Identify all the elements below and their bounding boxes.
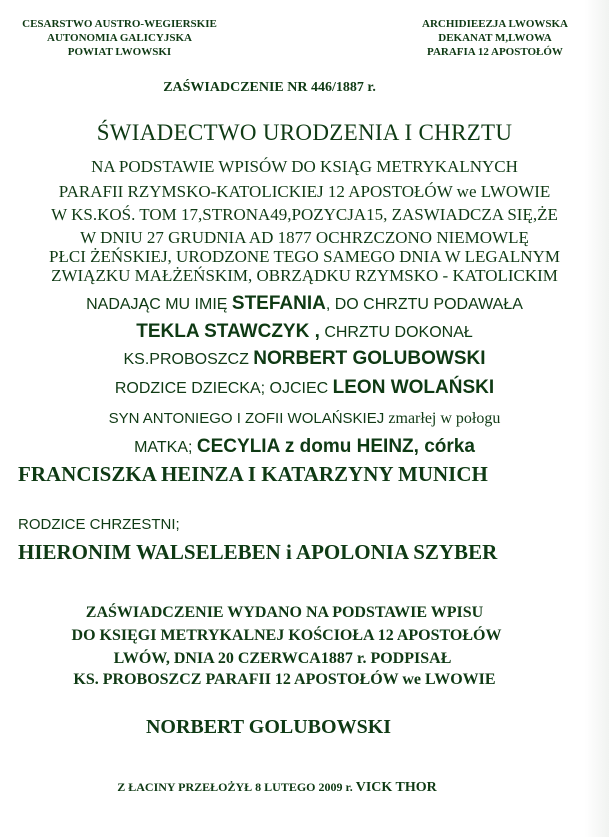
body-line: PARAFII RZYMSKO-KATOLICKIEJ 12 APOSTOŁÓW we LWOWIE [58, 182, 551, 201]
translation-text: Z ŁACINY PRZEŁOŻYŁ 8 LUTEGO 2009 r. [117, 780, 356, 794]
priest-line [0, 348, 609, 370]
priest-prefix: KS.PROBOSZCZ [123, 351, 254, 368]
father-details-line [0, 410, 609, 428]
godparents-label: RODZICE CHRZESTNI; [18, 516, 180, 533]
translator-name: VICK THOR [355, 780, 437, 795]
issuance-line: LWÓW, DNIA 20 CZERWCA1887 r. PODPISAŁ [113, 650, 452, 667]
godmother-prefix: , DO CHRZTU PODAWAŁA [325, 296, 523, 313]
issuance-line: ZAŚWIADCZENIE WYDANO NA PODSTAWIE WPISU [85, 604, 484, 621]
body-line: NA PODSTAWIE WPISÓW DO KSIĄG METRYKALNYCH [91, 157, 518, 176]
parents-prefix: RODZICE DZIECKA; OJCIEC [114, 380, 333, 397]
mother-parents: FRANCISZKA HEINZA I KATARZYNY MUNICH [18, 462, 488, 486]
header-right [395, 17, 595, 59]
header-right-line: PARAFIA 12 APOSTOŁÓW [427, 46, 563, 58]
signature: NORBERT GOLUBOWSKI [145, 716, 392, 738]
mother-name: CECYLIA z domu HEINZ, córka [196, 436, 475, 457]
header-left [12, 17, 227, 59]
priest-name: NORBERT GOLUBOWSKI [253, 348, 486, 369]
header-right-line: ARCHIDIEEZJA LWOWSKA [422, 18, 568, 30]
body-line: W KS.KOŚ. TOM 17,STRONA49,POZYCJA15, ZASWIADCZA SIĘ,ŻE [51, 205, 558, 224]
godmother-name: TEKLA STAWCZYK , [136, 321, 320, 342]
godmother-line [0, 321, 609, 343]
father-name: LEON WOLAŃSKI [332, 377, 495, 398]
child-name-line [0, 293, 609, 315]
godparents-names: HIERONIM WALSELEBEN i APOLONIA SZYBER [18, 540, 498, 564]
header-right-line: DEKANAT M,LWOWA [438, 32, 552, 44]
baptizer-prefix: CHRZTU DOKONAŁ [319, 324, 473, 341]
issuance-line: DO KSIĘGI METRYKALNEJ KOŚCIOŁA 12 APOSTOŁÓW [71, 627, 502, 644]
body-line: ZWIĄZKU MAŁŻEŃSKIM, OBRZĄDKU RZYMSKO - KATOLICKIM [51, 266, 558, 285]
father-details-note: zmarłej w połogu [388, 410, 501, 427]
header-left-line: AUTONOMIA GALICYJSKA [47, 32, 192, 44]
name-prefix: NADAJĄC MU IMIĘ [86, 296, 232, 313]
issuance-line: KS. PROBOSZCZ PARAFII 12 APOSTOŁÓW we LWOWIE [73, 671, 496, 688]
header-left-line: CESARSTWO AUSTRO-WEGIERSKIE [22, 18, 217, 30]
header-left-line: POWIAT LWOWSKI [67, 46, 172, 58]
body-line: W DNIU 27 GRUDNIA AD 1877 OCHRZCZONO NIEMOWLĘ [80, 228, 529, 247]
child-name: STEFANIA [231, 293, 326, 314]
mother-prefix: MATKA; [134, 439, 197, 456]
body-line: PŁCI ŻEŃSKIEJ, URODZONE TEGO SAMEGO DNIA W LEGALNYM [49, 247, 560, 266]
father-details: SYN ANTONIEGO I ZOFII WOLAŃSKIEJ [108, 410, 389, 427]
translation-note [0, 780, 554, 796]
certificate-number: ZAŚWIADCZENIE NR 446/1887 r. [163, 80, 376, 95]
mother-line [0, 436, 609, 458]
father-line [0, 377, 609, 399]
certificate-title: ŚWIADECTWO URODZENIA I CHRZTU [96, 120, 513, 145]
